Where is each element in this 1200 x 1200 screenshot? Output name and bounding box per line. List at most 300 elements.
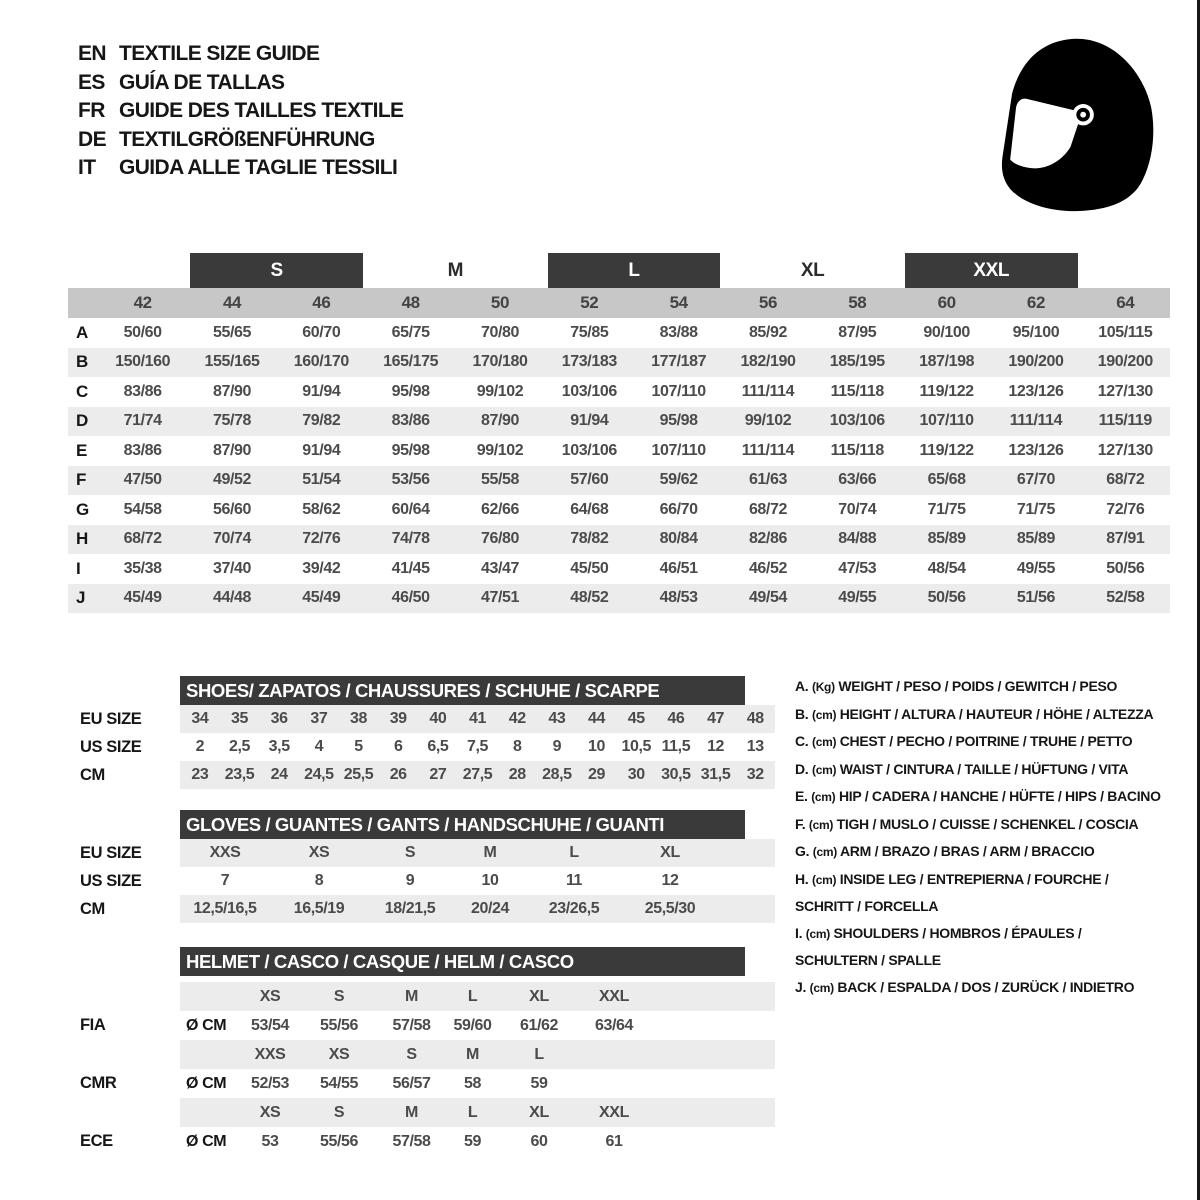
legend-text: BACK / ESPALDA / DOS / ZURÜCK / INDIETRO (833, 978, 1135, 995)
value-cell: L (569, 844, 579, 861)
value-cell: 51/54 (302, 471, 341, 489)
value-cell: 46/52 (748, 559, 787, 577)
legend-key: J. (795, 978, 810, 995)
value-cell: 99/102 (476, 441, 524, 459)
value-cell: 47/50 (123, 471, 162, 489)
legend-item-continuation: SCHRITT / FORCELLA (795, 898, 939, 914)
legend-item (795, 701, 1177, 729)
language-item (78, 126, 403, 155)
value-cell: 50/56 (1106, 559, 1145, 577)
legend-key: E. (795, 788, 812, 804)
size-header: M (405, 1103, 418, 1121)
shoes-size-table (68, 676, 775, 789)
legend-text: WEIGHT / PESO / POIDS / GEWITCH / PESO (834, 678, 1118, 694)
value-cell: 44 (588, 710, 606, 727)
value-cell: 11,5 (661, 738, 691, 755)
value-cell: 43/47 (480, 559, 519, 577)
value-cell: 103/106 (829, 412, 885, 430)
size-header: L (467, 987, 478, 1005)
legend-item (795, 974, 1177, 1002)
legend-text: ARM / BRAZO / BRAS / ARM / BRACCIO (836, 843, 1095, 859)
value-cell: 49/54 (748, 589, 787, 607)
value-cell: 50/56 (927, 589, 966, 607)
value-cell: 115/118 (830, 441, 884, 459)
value-cell: 18/21,5 (384, 900, 436, 917)
value-cell: 185/195 (829, 353, 885, 371)
legend-item (795, 811, 1177, 839)
legend-item (795, 756, 1177, 784)
legend-key: B. (795, 705, 812, 722)
value-cell: 50/60 (123, 323, 162, 341)
language-title: TEXTILGRÖßENFÜHRUNG (119, 127, 375, 151)
legend-unit: (cm) (812, 735, 837, 749)
language-item (78, 97, 403, 126)
value-cell: 40 (429, 710, 447, 727)
value-cell: 2 (195, 738, 205, 755)
legend-item (795, 838, 1177, 866)
legend-key: F. (795, 815, 809, 832)
row-label: ECE (80, 1132, 113, 1150)
legend-unit: (cm) (809, 980, 834, 995)
size-row (68, 761, 775, 789)
row-label: B (76, 352, 88, 372)
value-cell: 190/200 (1008, 353, 1064, 371)
value-cell: 91/94 (302, 441, 341, 459)
value-cell: 165/175 (383, 353, 439, 371)
value-cell: 182/190 (740, 353, 796, 371)
value-cell: 11 (565, 872, 583, 889)
value-cell: 83/86 (123, 382, 162, 400)
helmet-sizes-row (68, 1040, 775, 1069)
measurement-row (68, 466, 1170, 496)
size-header: XL (529, 987, 549, 1005)
value-cell: 56/57 (392, 1074, 431, 1092)
value-cell: 61/63 (748, 471, 787, 489)
value-cell: 32 (746, 766, 764, 783)
value-cell: 8 (314, 872, 324, 889)
value-cell: 41 (469, 710, 487, 727)
value-cell: 26 (389, 766, 407, 783)
row-label: D (76, 411, 88, 431)
row-label: E (76, 440, 87, 460)
language-item (78, 154, 403, 183)
legend-key: H. (795, 870, 812, 887)
value-cell: 115/119 (1098, 412, 1152, 430)
column-header: 60 (902, 288, 991, 318)
value-cell: 10 (481, 872, 499, 889)
size-group-header: M (447, 259, 464, 281)
value-cell: 59 (464, 1132, 481, 1150)
value-cell: 95/98 (659, 412, 698, 430)
legend-unit: (Kg) (812, 680, 835, 694)
measurement-row (68, 584, 1170, 614)
value-cell: 59/60 (453, 1016, 492, 1034)
value-cell: 71/74 (123, 412, 162, 430)
value-cell: 49/55 (1016, 559, 1055, 577)
legend-unit: (cm) (812, 707, 837, 722)
value-cell: 119/122 (919, 382, 974, 400)
value-cell: 53 (261, 1132, 279, 1150)
legend-key: D. (795, 760, 812, 777)
size-header: L (534, 1045, 544, 1063)
size-header: M (466, 1045, 479, 1063)
value-cell: 58 (464, 1074, 481, 1092)
value-cell: 85/92 (748, 323, 787, 341)
value-cell: 37/40 (212, 559, 252, 577)
helmet-section-title: HELMET / CASCO / CASQUE / HELM / CASCO (180, 947, 745, 976)
shoes-section-title: SHOES/ ZAPATOS / CHAUSSURES / SCHUHE / SCARPE (180, 676, 745, 705)
value-cell: 46/51 (659, 559, 698, 577)
column-header: 46 (277, 288, 366, 318)
measurement-row (68, 495, 1170, 525)
value-cell: 58/62 (302, 500, 341, 518)
value-cell: 49/52 (212, 471, 252, 489)
size-row (68, 867, 775, 895)
value-cell: 56/60 (212, 500, 252, 518)
row-label: CM (80, 899, 105, 918)
value-cell: 24,5 (304, 766, 334, 783)
value-cell: 55/65 (212, 323, 252, 341)
value-cell: 23 (191, 766, 209, 783)
size-header: XS (328, 1045, 350, 1063)
legend-unit: (cm) (808, 817, 834, 832)
value-cell: 107/110 (919, 412, 974, 430)
size-group-header: XL (800, 259, 825, 281)
language-title: GUIDE DES TAILLES TEXTILE (119, 99, 404, 123)
value-cell: 84/88 (838, 530, 877, 548)
row-label: I (76, 558, 81, 578)
column-header: 48 (366, 288, 455, 318)
measurement-row (68, 554, 1170, 584)
legend-item (795, 728, 1177, 756)
value-cell: 91/94 (570, 412, 609, 430)
value-cell: 39/42 (302, 559, 341, 577)
value-cell: 95/98 (391, 441, 430, 459)
value-cell: 48 (746, 710, 764, 727)
value-cell: 111/114 (1009, 412, 1063, 430)
legend-text: HIP / CADERA / HANCHE / HÜFTE / HIPS / BACINO (835, 788, 1161, 804)
unit-label: Ø CM (186, 1132, 227, 1150)
value-cell: 12,5/16,5 (193, 900, 257, 917)
language-code: FR (78, 99, 105, 123)
value-cell: 87/95 (838, 323, 877, 341)
value-cell: 90/100 (923, 323, 970, 341)
row-label: F (76, 470, 86, 490)
value-cell: 42 (508, 710, 526, 727)
value-cell: 68/72 (123, 530, 162, 548)
helmet-sizes-row (68, 982, 775, 1011)
value-cell: 30 (627, 766, 645, 783)
value-cell: 55/56 (319, 1132, 359, 1150)
value-cell: 75/78 (212, 412, 252, 430)
value-cell: 47/51 (480, 589, 519, 607)
size-header: XXL (599, 987, 629, 1005)
size-row (68, 839, 775, 867)
value-cell: 65/68 (927, 471, 966, 489)
legend-item (795, 866, 1177, 894)
value-cell: 28,5 (542, 766, 572, 783)
size-header: M (405, 987, 418, 1005)
language-title: TEXTILE SIZE GUIDE (119, 42, 320, 66)
value-cell: 27 (429, 766, 447, 783)
value-cell: 70/80 (480, 323, 519, 341)
legend-text: SHOULDERS / HOMBROS / ÉPAULES / (829, 924, 1082, 941)
value-cell: 10 (588, 738, 606, 755)
legend-key: G. (795, 843, 813, 859)
value-cell: 57/58 (392, 1132, 431, 1150)
row-label: C (76, 381, 88, 401)
value-cell: 52/58 (1106, 589, 1145, 607)
value-cell: 25,5/30 (644, 900, 696, 917)
row-label: H (76, 529, 88, 549)
value-cell: 76/80 (480, 530, 519, 548)
column-header: 50 (455, 288, 544, 318)
size-header: L (467, 1103, 478, 1121)
value-cell: 8 (512, 738, 522, 755)
value-cell: S (404, 844, 416, 861)
value-cell: 60/64 (391, 500, 430, 518)
value-cell: 45 (627, 710, 645, 727)
row-label: CMR (80, 1074, 117, 1092)
value-cell: 177/187 (651, 353, 707, 371)
size-row (68, 705, 775, 733)
size-header: XS (259, 1103, 281, 1121)
value-cell: 20/24 (470, 900, 510, 917)
value-cell: 23/26,5 (548, 900, 600, 917)
value-cell: 85/89 (927, 530, 966, 548)
value-cell: 66/70 (659, 500, 698, 518)
value-cell: 46/50 (391, 589, 430, 607)
legend-unit: (cm) (812, 762, 837, 777)
measurement-row (68, 318, 1170, 348)
value-cell: 83/86 (123, 441, 162, 459)
column-header: 44 (187, 288, 276, 318)
value-cell: 30,5 (661, 766, 691, 783)
value-cell: 60/70 (302, 323, 341, 341)
column-header: 62 (991, 288, 1080, 318)
row-label: A (76, 322, 88, 342)
column-header: 54 (634, 288, 723, 318)
unit-label: Ø CM (186, 1016, 227, 1034)
value-cell: 107/110 (651, 441, 706, 459)
value-cell: 51/56 (1016, 589, 1055, 607)
value-cell: 170/180 (472, 353, 528, 371)
legend-unit: (cm) (811, 790, 836, 804)
column-header: 56 (723, 288, 812, 318)
legend-text: INSIDE LEG / ENTREPIERNA / FOURCHE / (836, 870, 1109, 887)
value-cell: 71/75 (927, 500, 966, 518)
legend-text: HEIGHT / ALTURA / HAUTEUR / HÖHE / ALTEZZA (836, 705, 1154, 722)
value-cell: 53/56 (391, 471, 430, 489)
row-label (68, 982, 180, 1011)
size-header: S (333, 987, 345, 1005)
value-cell: 34 (191, 710, 209, 727)
value-cell: 111/114 (741, 382, 795, 400)
value-cell: 95/98 (391, 382, 430, 400)
language-item (78, 40, 403, 69)
value-cell: 79/82 (302, 412, 341, 430)
value-cell: 48/53 (659, 589, 698, 607)
value-cell: 155/165 (204, 353, 260, 371)
size-group-header: XXL (905, 253, 1078, 288)
value-cell: 72/76 (302, 530, 341, 548)
value-cell: 61/62 (519, 1016, 559, 1034)
value-cell: 61 (605, 1132, 623, 1150)
value-cell: 49/55 (838, 589, 877, 607)
value-cell: 48/52 (570, 589, 609, 607)
value-cell: 48/54 (927, 559, 966, 577)
legend-item-continuation: SCHULTERN / SPALLE (795, 952, 941, 968)
value-cell: 45/49 (302, 589, 341, 607)
textile-size-table (68, 253, 1170, 613)
measurement-row (68, 377, 1170, 407)
legend-key: A. (795, 678, 812, 694)
column-header: 42 (98, 288, 187, 318)
column-header: 58 (813, 288, 902, 318)
value-cell: 64/68 (570, 500, 609, 518)
value-cell: 123/126 (1008, 382, 1064, 400)
legend-text: WAIST / CINTURA / TAILLE / HÜFTUNG / VITA (836, 760, 1129, 777)
value-cell: 27,5 (462, 766, 493, 783)
legend-text: CHEST / PECHO / POITRINE / TRUHE / PETTO (836, 733, 1133, 749)
value-cell: 45/50 (570, 559, 609, 577)
legend-key: C. (795, 733, 812, 749)
value-cell: 87/90 (480, 412, 519, 430)
value-cell: 83/86 (391, 412, 430, 430)
value-cell: 10,5 (621, 738, 651, 755)
value-cell: 103/106 (561, 441, 617, 459)
value-cell: 6,5 (427, 738, 449, 755)
value-cell: 55/58 (480, 471, 519, 489)
value-cell: 54/58 (123, 500, 162, 518)
unit-label: Ø CM (186, 1074, 227, 1092)
value-cell: 78/82 (570, 530, 609, 548)
value-cell: 23,5 (224, 766, 255, 783)
value-cell: 91/94 (302, 382, 341, 400)
helmet-size-table (68, 947, 775, 1156)
value-cell: 85/89 (1016, 530, 1055, 548)
value-cell: 190/200 (1097, 353, 1153, 371)
value-cell: 67/70 (1016, 471, 1055, 489)
row-label: US SIZE (80, 737, 142, 756)
language-code: IT (78, 156, 96, 180)
value-cell: 57/60 (570, 471, 609, 489)
value-cell: 80/84 (659, 530, 698, 548)
value-cell: 62/66 (480, 500, 519, 518)
value-cell: 99/102 (744, 412, 792, 430)
size-row (68, 895, 775, 923)
value-cell: 3,5 (268, 738, 290, 755)
row-label: FIA (80, 1016, 106, 1034)
row-label: CM (80, 765, 105, 784)
value-cell: 68/72 (1106, 471, 1145, 489)
value-cell: 127/130 (1097, 441, 1153, 459)
value-cell: 43 (548, 710, 566, 727)
value-cell: 173/183 (561, 353, 617, 371)
legend-key: I. (795, 924, 806, 941)
row-label: US SIZE (80, 871, 142, 890)
value-cell: 35/38 (123, 559, 162, 577)
value-cell: 13 (746, 738, 764, 755)
measurement-row (68, 436, 1170, 466)
value-cell: XL (660, 844, 680, 861)
value-cell: 123/126 (1008, 441, 1064, 459)
value-cell: 24 (270, 766, 288, 783)
helmet-sizes-row (68, 1098, 775, 1127)
language-code: DE (78, 127, 106, 151)
value-cell: XXS (209, 844, 241, 861)
value-cell: 150/160 (115, 353, 171, 371)
measurement-legend (795, 673, 1177, 1001)
row-label: G (76, 499, 89, 519)
value-cell: 74/78 (391, 530, 430, 548)
measurement-row (68, 407, 1170, 437)
value-cell: 70/74 (838, 500, 877, 518)
value-cell: 60 (530, 1132, 548, 1150)
helmet-values-row (68, 1011, 775, 1040)
value-cell: 119/122 (919, 441, 974, 459)
value-cell: 82/86 (748, 530, 787, 548)
value-cell: 37 (310, 710, 328, 727)
column-header: 52 (545, 288, 634, 318)
size-header: XXL (599, 1103, 629, 1121)
row-label: EU SIZE (80, 709, 142, 728)
legend-text: TIGH / MUSLO / CUISSE / SCHENKEL / COSCIA (833, 815, 1139, 832)
value-cell: 87/91 (1106, 530, 1145, 548)
helmet-values-row (68, 1127, 775, 1156)
size-header: XL (529, 1103, 549, 1121)
value-cell: XS (308, 844, 330, 861)
value-cell: 47/53 (838, 559, 877, 577)
value-cell: 71/75 (1016, 500, 1055, 518)
racing-helmet-icon (973, 33, 1168, 213)
value-cell: 46 (667, 710, 685, 727)
language-item (78, 69, 403, 98)
legend-item (795, 783, 1177, 811)
row-label: EU SIZE (80, 843, 142, 862)
value-cell: 103/106 (561, 382, 617, 400)
value-cell: 99/102 (476, 382, 524, 400)
value-cell: 6 (393, 738, 403, 755)
size-header: S (333, 1103, 345, 1121)
value-cell: 70/74 (212, 530, 252, 548)
value-cell: 127/130 (1097, 382, 1153, 400)
value-cell: 47 (707, 710, 725, 727)
value-cell: 9 (552, 738, 562, 755)
measurement-row (68, 348, 1170, 378)
value-cell: 9 (405, 872, 415, 889)
row-label (68, 1098, 180, 1127)
value-cell: 63/64 (594, 1016, 634, 1034)
gloves-size-table (68, 810, 775, 923)
value-cell: 35 (231, 710, 248, 727)
legend-item (795, 673, 1177, 701)
size-header: XS (259, 987, 281, 1005)
value-cell: 57/58 (392, 1016, 431, 1034)
value-cell: 160/170 (293, 353, 349, 371)
value-cell: 111/114 (741, 441, 795, 459)
value-cell: 44/48 (212, 589, 252, 607)
measurement-row (68, 525, 1170, 555)
value-cell: 68/72 (748, 500, 787, 518)
value-cell: 72/76 (1106, 500, 1145, 518)
value-cell: 83/88 (659, 323, 698, 341)
size-header: XXS (254, 1045, 286, 1063)
value-cell: 16,5/19 (293, 900, 345, 917)
value-cell: 75/85 (570, 323, 609, 341)
value-cell: 65/75 (391, 323, 430, 341)
value-cell: 28 (508, 766, 526, 783)
